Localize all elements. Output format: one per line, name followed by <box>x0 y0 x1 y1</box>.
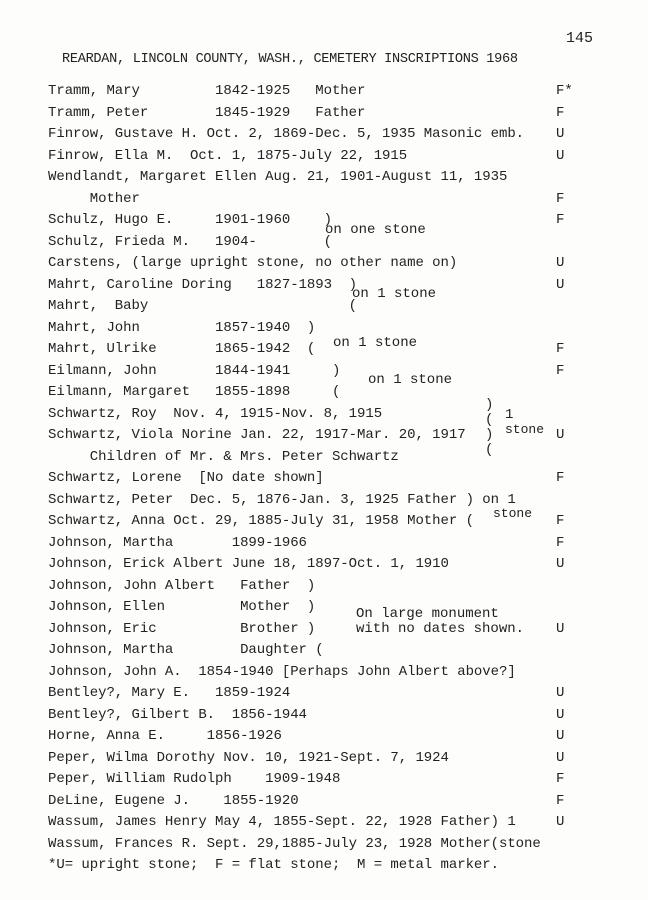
inscription-line <box>48 748 608 770</box>
stone-type-mark: U <box>556 147 565 164</box>
inscription-line <box>48 275 608 297</box>
inscription-line <box>48 640 608 662</box>
stone-type-mark: U <box>556 556 565 572</box>
annotation-schwartz-parents-stone: stone <box>493 506 533 521</box>
stone-type-mark: U <box>556 685 565 701</box>
inscription-text: Johnson, John Albert Father ) <box>48 577 316 594</box>
stone-type-mark: F* <box>556 83 573 99</box>
inscription-line <box>48 339 608 361</box>
inscription-line <box>48 533 608 555</box>
page-number: 145 <box>566 30 594 47</box>
inscription-line <box>48 81 608 103</box>
inscription-text: Schulz, Hugo E. 1901-1960 ) <box>48 212 332 228</box>
inscription-text: Schwartz, Lorene [No date shown] <box>48 470 324 486</box>
stone-type-mark: U <box>556 749 565 766</box>
inscription-line <box>48 726 608 748</box>
inscription-text: Tramm, Peter 1845-1929 Father <box>48 104 366 121</box>
inscription-line <box>48 167 608 189</box>
inscription-text: Bentley?, Mary E. 1859-1924 <box>48 685 291 701</box>
annotation-mahrt-caroline: on 1 stone <box>352 286 437 302</box>
inscription-list <box>48 81 608 877</box>
inscription-text: Children of Mr. & Mrs. Peter Schwartz <box>48 448 399 465</box>
inscription-text: Carstens, (large upright stone, no other name on) <box>48 255 458 271</box>
inscription-text: *U= upright stone; F = flat stone; M = metal marker. <box>48 857 499 873</box>
inscription-text: Johnson, Eric Brother ) <box>48 620 316 637</box>
stone-type-mark: F <box>556 341 565 357</box>
inscription-text: Johnson, John A. 1854-1940 [Perhaps John Albert above?] <box>48 663 516 680</box>
inscription-text: Horne, Anna E. 1856-1926 <box>48 728 282 744</box>
inscription-text: Peper, Wilma Dorothy Nov. 10, 1921-Sept. 7, 1924 <box>48 749 449 766</box>
page-title: REARDAN, LINCOLN COUNTY, WASH., CEMETERY INSCRIPTIONS 1968 <box>62 52 518 67</box>
inscription-text: Mahrt, Caroline Doring 1827-1893 ) <box>48 276 358 293</box>
inscription-text: DeLine, Eugene J. 1855-1920 <box>48 792 299 809</box>
stone-type-mark: F <box>556 362 565 379</box>
stone-type-mark: F <box>556 190 565 207</box>
stone-type-mark: F <box>556 470 565 486</box>
annotation-eilmann: on 1 stone <box>368 372 453 388</box>
inscription-text: Mahrt, John 1857-1940 ) <box>48 319 316 336</box>
inscription-text: Peper, William Rudolph 1909-1948 <box>48 771 341 787</box>
inscription-line <box>48 103 608 125</box>
inscription-line <box>48 146 608 168</box>
inscription-text: Tramm, Mary 1842-1925 Mother <box>48 83 366 99</box>
inscription-line <box>48 189 608 211</box>
inscription-line <box>48 447 608 469</box>
inscription-text: Mahrt, Baby ( <box>48 298 358 314</box>
annotation-schwartz-children-1: 1 <box>505 407 514 423</box>
inscription-text: Schwartz, Viola Norine Jan. 22, 1917-Mar. 20, 1917 <box>48 427 466 443</box>
inscription-line <box>48 468 608 490</box>
inscription-text: Johnson, Ellen Mother ) <box>48 599 316 615</box>
stone-type-mark: F <box>556 792 565 809</box>
inscription-line <box>48 597 608 619</box>
inscription-text: Mother <box>48 190 140 207</box>
stone-type-mark: U <box>556 276 565 293</box>
annotation-johnson-monument-1: On large monument <box>356 606 499 622</box>
inscription-text: Johnson, Martha 1899-1966 <box>48 534 307 551</box>
inscription-text: Finrow, Gustave H. Oct. 2, 1869-Dec. 5, 1935 Masonic emb. <box>48 126 525 142</box>
stone-type-mark: U <box>556 620 565 637</box>
inscription-text: Schwartz, Peter Dec. 5, 1876-Jan. 3, 1925 Father ) on 1 <box>48 491 516 508</box>
stone-type-mark: U <box>556 427 565 443</box>
inscription-text: Eilmann, Margaret 1855-1898 ( <box>48 384 341 400</box>
inscription-line <box>48 296 608 318</box>
inscription-text: Schwartz, Roy Nov. 4, 1915-Nov. 8, 1915 <box>48 405 383 422</box>
inscription-text: Wassum, Frances R. Sept. 29,1885-July 23, 1928 Mother(stone <box>48 835 541 852</box>
inscription-line <box>48 124 608 146</box>
inscription-line <box>48 705 608 727</box>
inscription-text: Wassum, James Henry May 4, 1855-Sept. 22, 1928 Father) 1 <box>48 814 516 830</box>
stone-type-mark: U <box>556 728 565 744</box>
stone-type-mark: F <box>556 212 565 228</box>
inscription-text: Eilmann, John 1844-1941 ) <box>48 362 341 379</box>
annotation-mahrt-john: on 1 stone <box>333 335 418 351</box>
inscription-text: Mahrt, Ulrike 1865-1942 ( <box>48 341 316 357</box>
inscription-line <box>48 318 608 340</box>
inscription-line <box>48 769 608 791</box>
stone-type-mark: U <box>556 255 565 271</box>
inscription-text: Schulz, Frieda M. 1904- ( <box>48 233 332 250</box>
annotation-johnson-monument-2: with no dates shown. <box>356 621 525 637</box>
inscription-line <box>48 812 608 834</box>
inscription-text: Johnson, Martha Daughter ( <box>48 642 324 658</box>
inscription-line <box>48 662 608 684</box>
inscription-text: Wendlandt, Margaret Ellen Aug. 21, 1901-August 11, 1935 <box>48 169 508 185</box>
inscription-line <box>48 554 608 576</box>
inscription-text: Bentley?, Gilbert B. 1856-1944 <box>48 706 307 723</box>
inscription-text: Schwartz, Anna Oct. 29, 1885-July 31, 1958 Mother ( <box>48 513 474 529</box>
stone-type-mark: U <box>556 126 565 142</box>
inscription-line <box>48 382 608 404</box>
inscription-text: Finrow, Ella M. Oct. 1, 1875-July 22, 1915 <box>48 147 408 164</box>
inscription-line <box>48 683 608 705</box>
stone-type-mark: F <box>556 104 565 121</box>
bracket-schwartz-children: ) ( ) ( <box>485 397 494 458</box>
stone-type-mark: F <box>556 534 565 551</box>
inscription-line <box>48 855 608 877</box>
inscription-text: Johnson, Erick Albert June 18, 1897-Oct. 1, 1910 <box>48 556 449 572</box>
stone-type-mark: U <box>556 706 565 723</box>
annotation-schwartz-children-stone: stone <box>505 422 545 437</box>
stone-type-mark: U <box>556 814 565 830</box>
annotation-schulz: on one stone <box>325 222 426 238</box>
inscription-line <box>48 576 608 598</box>
inscription-line <box>48 834 608 856</box>
stone-type-mark: F <box>556 771 565 787</box>
inscription-line <box>48 791 608 813</box>
inscription-line <box>48 361 608 383</box>
stone-type-mark: F <box>556 513 565 529</box>
inscription-line <box>48 253 608 275</box>
